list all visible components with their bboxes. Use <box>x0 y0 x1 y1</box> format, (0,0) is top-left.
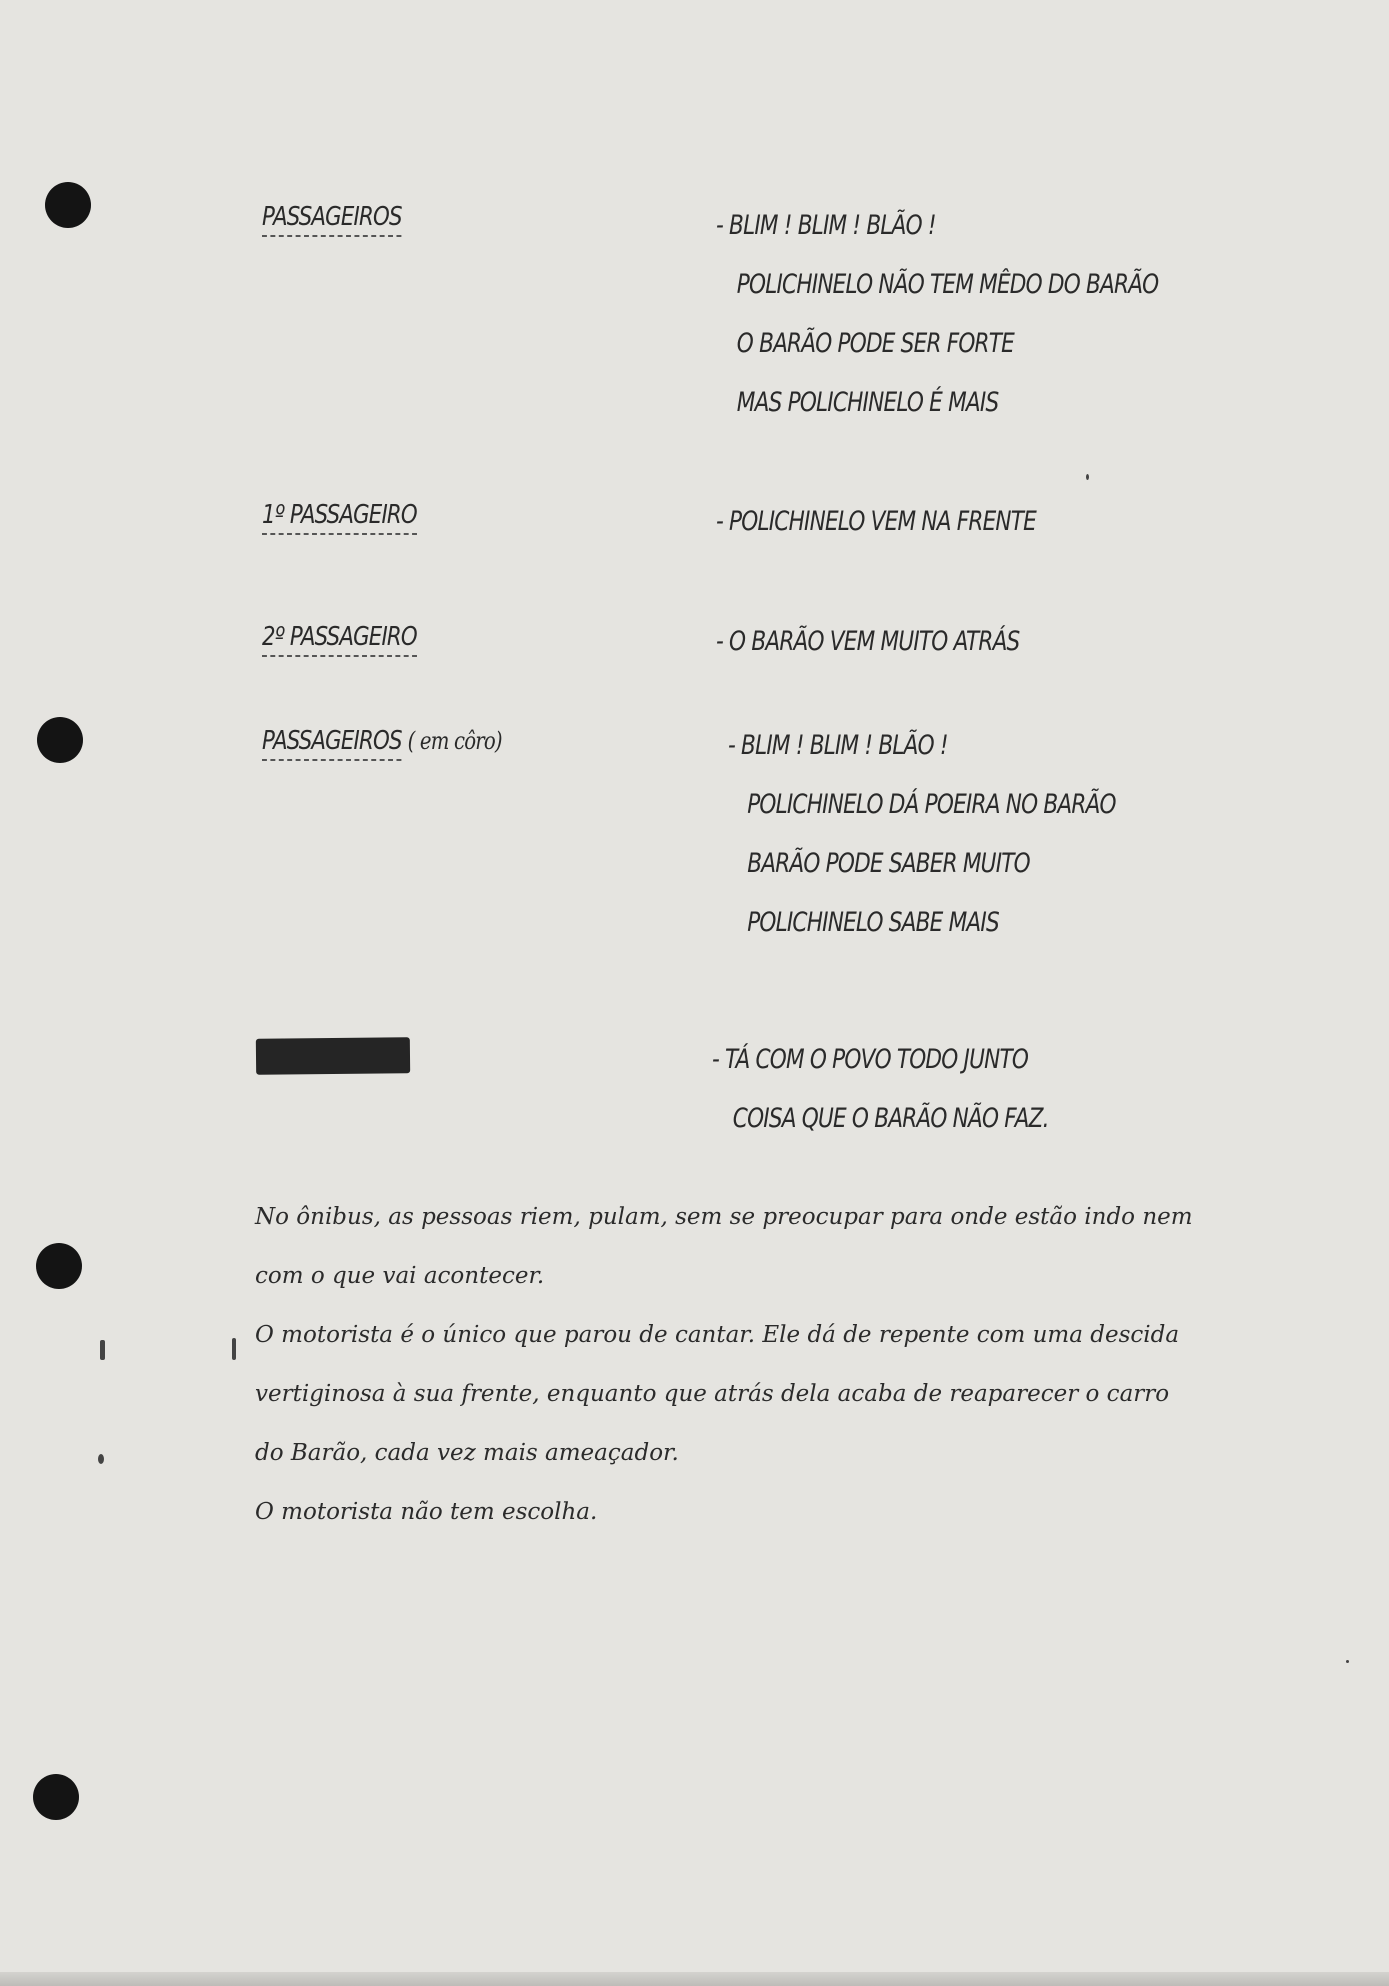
stage-note: ( em côro) <box>407 727 502 755</box>
prose-line: vertiginosa à sua frente, enquanto que atrás dela acaba de reaparecer o carro <box>255 1381 1170 1407</box>
dialog-block-3 <box>716 612 1019 671</box>
speaker-passageiros: PASSAGEIROS <box>262 202 402 232</box>
paper-speck <box>1086 474 1089 480</box>
dialog-line: COISA QUE O BARÃO NÃO FAZ. <box>732 1103 1049 1134</box>
punch-hole <box>33 1774 79 1820</box>
page-bottom-edge <box>0 1972 1389 1986</box>
punch-hole <box>36 1243 82 1289</box>
dialog-block-2 <box>716 492 1036 551</box>
punch-hole <box>45 182 91 228</box>
dialog-line: - O BARÃO VEM MUITO ATRÁS <box>716 626 1020 657</box>
speaker-1-passageiro: 1º PASSAGEIRO <box>262 500 417 530</box>
dialog-line: - BLIM ! BLIM ! BLÃO ! <box>716 210 936 241</box>
prose-line: O motorista não tem escolha. <box>255 1499 598 1525</box>
paper-speck <box>100 1340 105 1360</box>
dialog-block-1 <box>716 196 1158 432</box>
dialog-line: POLICHINELO SABE MAIS <box>747 907 999 938</box>
paper-speck <box>232 1338 236 1360</box>
paper-speck <box>1346 1660 1349 1663</box>
prose-line: O motorista é o único que parou de cantar. Ele dá de repente com uma descida <box>255 1322 1180 1348</box>
prose-line: do Barão, cada vez mais ameaçador. <box>255 1440 679 1466</box>
dialog-line: - TÁ COM O POVO TODO JUNTO <box>712 1044 1029 1075</box>
speaker-2-passageiro: 2º PASSAGEIRO <box>262 622 417 652</box>
stage-directions <box>255 1188 1295 1542</box>
dialog-block-5 <box>712 1030 1049 1148</box>
dialog-line: - BLIM ! BLIM ! BLÃO ! <box>728 730 948 761</box>
speaker-passageiros-coro: PASSAGEIROS ( em côro) <box>262 726 502 756</box>
punch-hole <box>37 717 83 763</box>
dialog-line: POLICHINELO NÃO TEM MÊDO DO BARÃO <box>736 269 1159 300</box>
dialog-line: MAS POLICHINELO É MAIS <box>736 387 999 418</box>
dialog-line: BARÃO PODE SABER MUITO <box>747 848 1030 879</box>
prose-line: No ônibus, as pessoas riem, pulam, sem se preocupar para onde estão indo nem <box>255 1204 1193 1230</box>
prose-line: com o que vai acontecer. <box>255 1263 545 1289</box>
paper-speck <box>98 1454 104 1464</box>
dialog-line: POLICHINELO DÁ POEIRA NO BARÃO <box>747 789 1116 820</box>
dialog-line: O BARÃO PODE SER FORTE <box>736 328 1014 359</box>
dialog-block-4 <box>728 716 1116 952</box>
dialog-line: - POLICHINELO VEM NA FRENTE <box>716 506 1037 537</box>
redacted-speaker <box>256 1037 410 1075</box>
